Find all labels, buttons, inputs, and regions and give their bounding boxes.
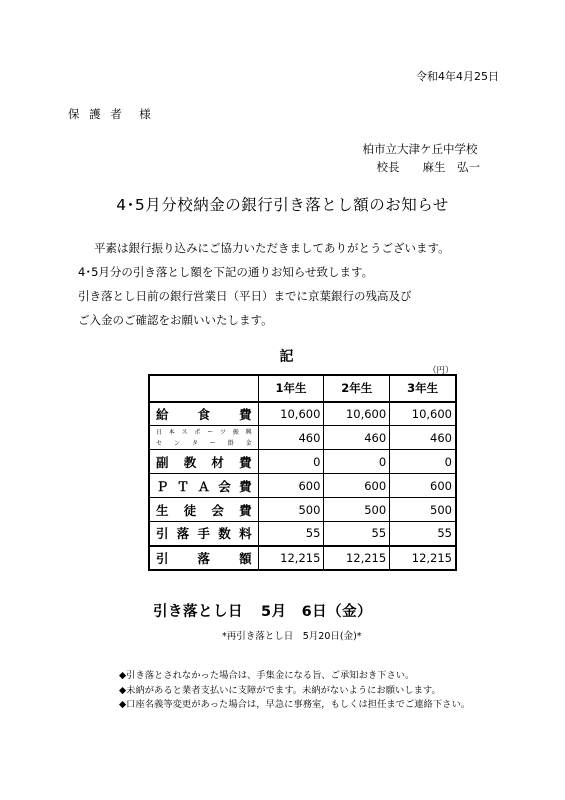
table-header-row [150, 376, 456, 402]
cell-value: 55 [390, 522, 456, 546]
label-char: 興 [245, 428, 252, 436]
row-label-sports-center [150, 426, 259, 450]
note-item: ◆口座名義等変更があった場合は，早急に事務室，もしくは担任までご連絡下さい。 [119, 699, 471, 710]
ki-heading: 記 [279, 349, 294, 365]
table-row [150, 522, 456, 546]
label-char: 材 [211, 454, 224, 470]
cell-value: 500 [258, 498, 324, 522]
cell-value: 500 [390, 498, 456, 522]
cell-value: 0 [324, 450, 390, 474]
label-char: 落 [176, 526, 190, 542]
label-char: ー [209, 439, 216, 447]
label-char: 手 [197, 526, 211, 542]
cell-value: 0 [390, 450, 456, 474]
label-char: 費 [239, 454, 252, 470]
header-grade-1: 1年生 [258, 376, 324, 402]
body-line: ご入金のご確認をお願いいたします。 [78, 313, 273, 327]
sender-block [363, 140, 481, 176]
label-char: 給 [156, 406, 169, 422]
cell-value: 0 [258, 450, 324, 474]
cell-value: 12,215 [324, 546, 390, 570]
notes-block [119, 669, 470, 713]
table-row [150, 498, 456, 522]
label-char: 生 [156, 502, 169, 518]
debit-date-line [153, 600, 372, 621]
row-label-total [150, 546, 259, 570]
label-char: ツ [219, 428, 226, 436]
cell-value: 55 [258, 522, 324, 546]
label-char: 落 [197, 550, 211, 566]
label-char: 金 [245, 439, 252, 447]
label-char: 掛 [227, 439, 234, 447]
page-title: 4･5月分校納金の銀行引き落とし額のお知らせ [116, 196, 449, 214]
label-char: 額 [239, 550, 252, 566]
label-char: 副 [156, 454, 169, 470]
header-grade-2: 2年生 [324, 376, 390, 402]
cell-value: 10,600 [324, 402, 390, 426]
cell-value: 12,215 [390, 546, 456, 570]
table-row [150, 450, 456, 474]
label-char: ス [181, 428, 188, 436]
school-name: 柏市立大津ケ丘中学校 [362, 142, 478, 156]
label-char: 徒 [183, 502, 197, 518]
label-char: 日 [156, 428, 163, 436]
label-char: Ｔ [176, 478, 190, 494]
label-char: ン [173, 439, 180, 447]
row-label-lunch [150, 402, 259, 426]
cell-value: 10,600 [258, 402, 324, 426]
body-line: 平素は銀行振り込みにご協力いただきましてありがとうございます。 [94, 241, 450, 255]
cell-value: 460 [258, 426, 324, 450]
label-char: 料 [239, 526, 252, 542]
unit-label: （円） [428, 366, 454, 376]
principal-name: 校長 麻生 弘一 [376, 160, 480, 174]
note-item: ◆引き落とされなかった場合は、手集金になる旨、ご承知おき下さい。 [119, 670, 415, 681]
row-label-materials [150, 450, 259, 474]
label-char: 引 [156, 550, 169, 566]
label-char: ポ [194, 428, 201, 436]
cell-value: 600 [258, 474, 324, 498]
label-char: 振 [232, 428, 239, 436]
cell-value: 55 [324, 522, 390, 546]
debit-date: 5月 6日（金） [261, 604, 373, 620]
label-char: ー [207, 428, 214, 436]
cell-value: 460 [324, 426, 390, 450]
label-char: Ａ [197, 478, 211, 494]
label-char: 費 [239, 478, 252, 494]
redebit-date: *再引き落とし日 5月20日(金)* [222, 631, 362, 642]
cell-value: 500 [324, 498, 390, 522]
addressee: 保 護 者 様 [68, 107, 154, 121]
body-line: 引き落とし日前の銀行営業日（平日）までに京葉銀行の残高及び [78, 289, 412, 303]
table-row [150, 426, 456, 450]
cell-value: 600 [390, 474, 456, 498]
cell-value: 12,215 [258, 546, 324, 570]
body-line: 4･5月分の引き落とし額を下記の通りお知らせ致します。 [78, 265, 374, 279]
table-total-row [150, 546, 456, 570]
label-char: 食 [197, 406, 211, 422]
table-row [150, 402, 456, 426]
row-label-pta [150, 474, 259, 498]
body-text [78, 236, 450, 332]
table-row [150, 474, 456, 498]
label-char: Ｐ [156, 478, 169, 494]
header-grade-3: 3年生 [390, 376, 456, 402]
cell-value: 10,600 [390, 402, 456, 426]
table-corner-cell [150, 376, 259, 402]
debit-label: 引き落とし日 [153, 604, 243, 620]
note-item: ◆未納があると業者支払いに支障がでます。未納がないようにお願いします。 [119, 684, 441, 696]
label-char: 引 [156, 526, 169, 542]
label-char: タ [191, 439, 198, 447]
label-char: 費 [239, 502, 252, 518]
fee-table [149, 375, 456, 570]
label-char: 会 [211, 502, 224, 518]
cell-value: 460 [390, 426, 456, 450]
row-label-fee [150, 522, 259, 546]
cell-value: 600 [324, 474, 390, 498]
label-char: 会 [218, 478, 231, 494]
label-char: 数 [218, 526, 231, 542]
document-date: 令和4年4月25日 [416, 70, 499, 83]
label-char: 教 [183, 454, 197, 470]
label-char: 本 [168, 428, 175, 436]
row-label-student-council [150, 498, 259, 522]
label-char: セ [156, 439, 163, 447]
label-char: 費 [239, 406, 252, 422]
